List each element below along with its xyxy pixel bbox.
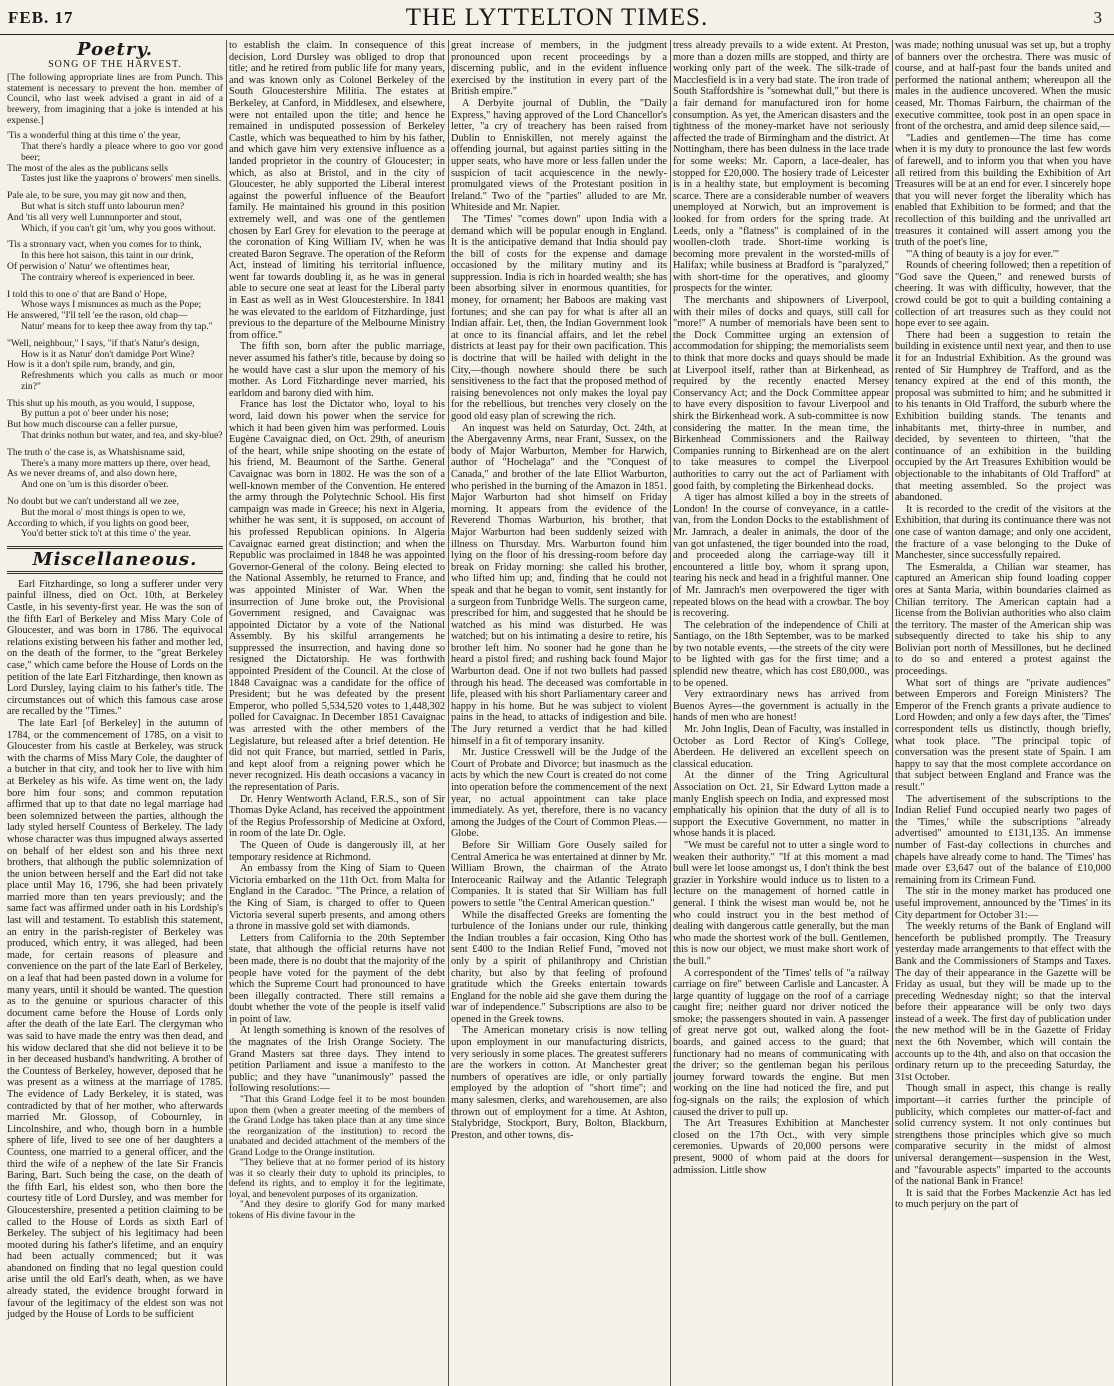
column-3 bbox=[448, 40, 670, 1386]
issue-date: FEB. 17 bbox=[8, 8, 74, 27]
poem-stanza bbox=[7, 448, 223, 491]
column-2 bbox=[226, 40, 448, 1386]
article-paragraph: While the disaffected Greeks are fomenting the turbulence of the Ionians under our rule, thinking the Indian troubles a fair occasion, King Otho has sent £400 to the Indian Relief Fund, "moved not only by a spirit of philanthropy and Christian charity, but also by that feeling of profound gratitude which the Greeks entertain towards England for the noble aid she gave them during the war of independence." Subscriptions are also to be opened in the Greek towns. bbox=[451, 909, 667, 1025]
article-paragraph: A tiger has almost killed a boy in the streets of London! In the course of conveyance, in a cattle-van, from the London Docks to the establishment of Mr. Jamrach, a dealer in animals, the door of the van got unfastened, the tiger bounded into the road, and proceeded along the carriage-way till it encountered a little boy, whom it sprang upon, tearing his neck and head in a frightful manner. One of Mr. Jamrach's men overpowered the tiger with repeated blows on the head with a crowbar. The boy is recovering. bbox=[673, 492, 889, 620]
poetry-heading: Poetry. bbox=[77, 40, 153, 60]
poem-line: 'Tis a stronnary vact, when you comes for to think, bbox=[7, 239, 202, 251]
article-paragraph: great increase of members, in the judgment pronounced upon recent proceedings by a discerning public, and in the evident influence exercised by the institution in every part of the British empire." bbox=[451, 40, 667, 98]
article-paragraph: Mr. John Inglis, Dean of Faculty, was installed in October as Lord Rector of King's College, Aberdeen. He delivered an excellent speech on classical education. bbox=[673, 724, 889, 770]
poem-line: Refreshments which you calls as much or moor zin?" bbox=[21, 370, 223, 392]
poem-intro: [The following appropriate lines are from Punch. This statement is necessary to prevent the hon. member of Council, who last week advised a grant in aid of a brewery, from imagining that a joke is intended at his expense.] bbox=[7, 72, 223, 126]
poem-stanza bbox=[7, 191, 223, 234]
article-paragraph: "They believe that at no former period of its history was it so clearly their duty to uphold its principles, to defend its rights, and to employ it for the legitimate, loyal, and benevolent purposes of its organization. bbox=[229, 1158, 445, 1200]
poem-line: I told this to one o' that are Band o' Hope, bbox=[7, 288, 167, 300]
poem-line: But what is sitch stuff unto labourun men? bbox=[21, 200, 185, 212]
article-paragraph: The merchants and shipowners of Liverpool, with their miles of docks and quays, still call for "more!" A number of memorials have been sent to the Dock Committee urging an extension of accommodation for shipping; the memorialists seem to think that more docks and quays should be made at Liverpool itself, rather than at Birkenhead, as required by the recently enacted Mersey Conservancy Act; and the Dock Committee appear to have every disposition to favour Liverpool and shirk the Birkenhead work. A sub-committee is now considering the matter. In the mean time, the Birkenhead Commissioners and the Railway Companies running to Birkenhead are on the alert to take measures to compel the Liverpool authorities to carry out the act of Parliament with good faith, by completing the Birkenhead docks. bbox=[673, 295, 889, 492]
article-columns bbox=[0, 40, 1114, 1386]
article-paragraph: Dr. Henry Wentworth Acland, F.R.S., son of Sir Thomas Dyke Acland, has received the appointment of the Regius Professorship of Medicine at Oxford, in room of the late Dr. Ogle. bbox=[229, 793, 445, 840]
article-paragraph: The stir in the money market has produced one useful improvement, announced by the 'Times' in its City department for October 31:— bbox=[895, 886, 1111, 921]
article-paragraph: The late Earl [of Berkeley] in the autumn of 1784, or the commencement of 1785, on a visit to Gloucester from his castle at Berkeley, was struck with the charms of Miss Mary Cole, the daughter of a butcher in that city, and took her to live with him at Berkeley as his wife. As time went on, the lady bore him four sons; and common reputation affirmed that up to that date no legal marriage had been solemnized between the parties, although the lady styled herself Countess of Berkeley. The lady whose character was thus impugned always asserted on behalf of her eldest son and his three next brothers, that although the public solemnization of the union between herself and the Earl did not take place until May 16, 1796, she had been privately married more than ten years previously; and the same fact was affirmed under oath in his Lordship's last will and testament. To establish this statement, an entry in the parish-register of Berkeley was produced, which entry, it was alleged, had been made, for certain reasons of pleasure and convenience on the part of the late Earl of Berkeley, on a leaf that had been pasted down in a volume for many years, until it should be wanted. The question as to the genuine or spurious character of this document came before the House of Lords only after the death of the late Earl. The clergyman who was said to have made the entry was then dead, and his widow declared that she did not believe it to be in her deceased husband's handwriting. A brother of the Countess of Berkeley, however, deposed that he was present as a witness at the marriage of 1785. The evidence of Lady Berkeley, it is stated, was contradicted by that of her mother, who afterwards married Mr. Glossop, of Cobournley, in Lincolnshire, and who, though born in a humble sphere of life, lived to see one of her daughters a Countess, one married to a general officer, and the third the wife of a nephew of the late Sir Francis Baring, Bart. Such being the case, on the death of the fifth Earl, his eldest son, who then bore the courtesy title of Lord Dursley, and was member for Gloucestershire, presented a petition claiming to be called to the House of Lords as sixth Earl of Berkeley. The subject of his legitimacy had been mooted during his father's lifetime, and an enquiry had been actually commenced; but it was abandoned on finding that no legal question could arise until the old Earl's death, when, as we have already stated, the evidence brought forward in favour of the legitimacy of the eldest son was not judged by the House of Lords to be sufficient bbox=[7, 717, 223, 1321]
poem-line: Of perwision o' Natur' we oftentimes hear, bbox=[7, 260, 170, 272]
poem-title: SONG OF THE HARVEST. bbox=[48, 58, 182, 70]
poem-line: "Well, neighbour," I says, "if that's Natur's design, bbox=[7, 337, 200, 349]
article-paragraph: The fifth son, born after the public marriage, never assumed his father's title, because by doing so he would have cast a slur upon the memory of his mother. As Lord Fitzhardinge never married, his earldom and barony died with him. bbox=[229, 341, 445, 399]
newspaper-title: THE LYTTELTON TIMES. bbox=[405, 4, 709, 31]
article-paragraph: The Art Treasures Exhibition at Manchester closed on the 17th Oct., with very simple ceremonies. Upwards of 20,000 persons were present, 9000 of whom paid at the doors for admission. Little show bbox=[673, 1118, 889, 1176]
poem-line: Natur' means for to keep thee away from thy tap." bbox=[21, 320, 213, 332]
page-number: 3 bbox=[1093, 8, 1102, 27]
poem-stanza bbox=[7, 497, 223, 540]
article-paragraph: was made; nothing unusual was set up, but a trophy of banners over the orchestra. There was music of course, and at half-past four the bands united and performed the national anthem; whereupon all the males in the audience uncovered. When the music ceased, Mr. Thomas Fairburn, the chairman of the executive committee, took post in an open space in front of the orchestra, and amid deep silence said,— bbox=[895, 40, 1111, 133]
poem-line: And one on 'um is this disorder o'beer. bbox=[21, 479, 169, 491]
article-paragraph: "Ladies and gentlemen—The time has come when it is my duty to pronounce the last few words of farewell, and to inform you that when you have all retired from this building the Exhibition of Art Treasures will be at an end for ever. I sincerely hope that you will never forget the liberality which has enabled that Exhibition to be formed; and that the recollection of this building and the unrivalled art treasures it contained will assert among you the truth of the poet's line, bbox=[895, 132, 1111, 249]
article-paragraph: The Queen of Oude is dangerously ill, at her temporary residence at Richmond. bbox=[229, 839, 445, 863]
poem-line: No doubt but we can't understand all we zee, bbox=[7, 496, 179, 508]
poem-stanza bbox=[7, 131, 223, 185]
article-paragraph: It is recorded to the credit of the visitors at the Exhibition, that during its continuance there was not one case of wanton damage; and only one accident, the fracture of a vase belonging to the Duke of Manchester, since successfully repaired. bbox=[895, 503, 1111, 562]
poem-line: According to which, if you lights on good beer, bbox=[7, 517, 189, 529]
article-paragraph: Mr. Justice Cresswell will be the Judge of the Court of Probate and Divorce; but inasmuch as the acts by which the new Court is created do not come into operation before the commencement of the next year, no actual appointment can take place immediately. As yet, therefore, there is no vacancy among the Judges of the Court of Common Pleas.—Globe. bbox=[451, 747, 667, 840]
poem-stanza bbox=[7, 399, 223, 442]
article-paragraph: tress already prevails to a wide extent. At Preston, more than a dozen mills are stopped, and thirty are working only part of the week. The silk-trade of Macclesfield is in a very bad state. The iron trade of South Staffordshire is "somewhat dull," but there is a fair demand for manufactured iron for home consumption. As yet, the American disasters and the tightness of the money-market have not seriously affected the trade of Birmingham and the district. At Nottingham, there has been dulness in the lace trade for some weeks: Mr. Caporn, a lace-dealer, has stopped for £20,000. The hosiery trade of Leicester is in a healthy state, but employment is becoming scarce. There are a considerable number of weavers unemployed at Norwich, but an improvement is looked for from orders for the spring trade. At Leeds, only a "flatness" is complained of in the woollen-cloth trade. Short-time working is becoming more prevalent in the worsted-mills of Halifax; while business at Bradford is "paralyzed," with short-time for the operatives, and gloomy prospects for the winter. bbox=[673, 40, 889, 295]
article-paragraph: The advertisement of the subscriptions to the Indian Relief Fund occupied nearly two pages of the 'Times,' while the subscriptions "already advertised" amounted to £131,135. An immense number of Fast-day collections in churches and chapels have already come to hand. The 'Times' has made over £3,647 out of the balance of £10,000 remaining from its Crimean Fund. bbox=[895, 793, 1111, 886]
poem-line: Tastes just like the yaaprons o' browers' men sinells. bbox=[21, 173, 222, 185]
article-paragraph: The 'Times' "comes down" upon India with a demand which will be popular enough in England. It is the anticipative demand that India should pay the bill of costs for the expense and damage occasioned by the military mutiny and its suppression. India is rich in hoarded wealth; she has been absorbing silver in enormous quantities, for money, for ornament; her Baboos are making vast fortunes; and she can pay for what is after all an Indian affair. Let, then, the Indian Government look at once to its financial affairs, and let the rebel districts at least pay for their own pacification. This is doctrine that will be hailed with delight in the City,—though nowhere should there be such sensitiveness to the fact that the proposed method of raising benevolences not only makes the loyal pay for the rebellious, but trenches very closely on the good old easy plan of screwing the rich. bbox=[451, 213, 667, 422]
article-paragraph: Though small in aspect, this change is really important—it carries further the principle of publicity, which completes our matter-of-fact and solid currency system. It not only continues but strengthens those principles which give so much comparative security in the midst of almost universal derangement—suspension in the West, and "favourable aspects" imparted to the accounts of the national Bank in France! bbox=[895, 1083, 1111, 1188]
poem-line: How is it a don't spile rum, brandy, and gin, bbox=[7, 359, 175, 371]
masthead bbox=[0, 0, 1114, 35]
poem-line: In this here hot saison, this taint in our drink, bbox=[21, 250, 194, 262]
poem-line: He answered, "I'll tell 'ee the rason, old chap— bbox=[7, 310, 188, 322]
column-2-articles bbox=[229, 40, 445, 1221]
article-paragraph: What sort of things are "private audiences" between Emperors and Foreign Ministers? The Emperor of the French grants a private audience to Lord Howden; and only a few days after, the 'Times' correspondent tells us distinctly, though briefly, what took place. "The principal topic of conversation was the present state of Spain. I am happy to say that the most complete accordance on that subject between England and France was the result." bbox=[895, 677, 1111, 793]
poem-line: The truth o' the case is, as Whatshisname said, bbox=[7, 446, 185, 458]
poem-line: 'Tis a wonderful thing at this time o' the year, bbox=[7, 130, 181, 142]
poem-body bbox=[7, 131, 223, 540]
article-paragraph: Before Sir William Gore Ousely sailed for Central America he was entertained at dinner by Mr. William Brown, the chairman of the Atrato Interoceanic Railway and the Atlantic Telegraph Companies. It is stated that Sir William has full powers to settle "the Central American question." bbox=[451, 839, 667, 909]
article-paragraph: Very extraordinary news has arrived from Buenos Ayres—the government is actually in the hands of men who are honest! bbox=[673, 689, 889, 724]
article-paragraph: It is said that the Forbes Mackenzie Act has led to much perjury on the part of bbox=[895, 1187, 1111, 1211]
article-paragraph: A correspondent of the 'Times' tells of "a railway carriage on fire" between Carlisle and Lancaster. A large quantity of luggage on the roof of a carriage caught fire; neither guard nor driver noticed the smoke; the passengers shouted in vain. A passenger of great nerve got out, walked along the foot-boards, and gained access to the guard; that functionary had no means of communicating with the driver; so the gentleman began his perilous journey forward towards the engine. But men working on the line had noticed the fire, and put fog-signals on the rails; the explosion of which caused the driver to pull up. bbox=[673, 967, 889, 1118]
article-paragraph: Rounds of cheering followed; then a repetition of "God save the Queen," and renewed bursts of cheering. It was with difficulty, however, that the crowd could be got to quit a building containing a collection of art treasures such as they could not hope ever to see again. bbox=[895, 260, 1111, 330]
article-paragraph: Letters from California to the 20th September state, that although the official returns have not been made, there is no doubt that the majority of the people have voted for the payment of the debt which the Supreme Court had pronounced to have been illegally contracted. There still remains a doubt whether the vote of the people is itself valid in point of law. bbox=[229, 932, 445, 1025]
poem-stanza bbox=[7, 240, 223, 283]
poem-line: The most of the ales as the publicans sells bbox=[7, 162, 168, 174]
article-paragraph: There had been a suggestion to retain the building in existence until next year, and then to use it for an Industrial Exhibition. As the ground was rented of Sir Humphrey de Trafford, and as the tenancy expired at the end of this month, the proposal was submitted to him; and he submitted it to his tenants in Old Trafford, the suburb where the Exhibition building stands. The tenants and inhabitants met, thirty-three in number, and decided, by seventeen to thirteen, "that the continuance of an exhibition in the building occupied by the Art Treasures Exhibition would be objectionable to the inhabitants of Old Trafford" at that meeting assembled. So the project was abandoned. bbox=[895, 329, 1111, 504]
poem-line: But the moral o' most things is open to we, bbox=[21, 506, 186, 518]
article-paragraph: The Esmeralda, a Chilian war steamer, has captured an American ship found loading copper ores at Santa Maria, within boundaries claimed as Chilian territory. The American captain had a license from the Bolivian authorities who also claim the territory. The master of the American ship was subsequently directed to take his ship to any Bolivian port north of Messillones, but he declined to do so and entered a protest against the proceedings. bbox=[895, 561, 1111, 678]
column-5-articles bbox=[895, 40, 1111, 1211]
poem-stanza bbox=[7, 290, 223, 333]
poem-stanza bbox=[7, 339, 223, 393]
poem-line: And 'tis all very well Lunnunporter and stout, bbox=[7, 211, 182, 223]
poem-line: How is it as Natur' don't damidge Port Wine? bbox=[21, 348, 195, 360]
poem-line: That drinks nothun but water, and tea, and sky-blue? bbox=[21, 430, 223, 442]
article-paragraph: An embassy from the King of Siam to Queen Victoria embarked on the 11th Oct. from Malta for England in the Caradoc. "The Prince, a relation of the King of Siam, is charged to offer to Queen Victoria several superb presents, and among others a throne in massive gold set with diamonds. bbox=[229, 863, 445, 933]
section-divider bbox=[7, 571, 223, 574]
article-paragraph: "'A thing of beauty is a joy for ever.'" bbox=[906, 248, 1060, 260]
article-paragraph: France has lost the Dictator who, loyal to his word, laid down his power when the service for which it had been given him was performed. Louis Eugène Cavaignac died, on Oct. 29th, of aneurism of the heart, while snipe shooting on the estate of his friend, M. Beaumont of the Sarthe. General Cavaignac was born in 1802. He was the son of a well-known member of the Convention. He entered the army through the Polytechnic School. His first campaign was made in Greece; his next in Algeria, whither he was sent, it is supposed, on account of his professed Republican opinions. In Algeria Cavaignac earned great distinction; and when the Republic was proclaimed in 1848 he was appointed Governor-General of the colony. Being elected to the National Assembly, he returned to France, and was appointed Minister of War. When the insurrection of June broke out, the Provisional Government resigned, and Cavaignac was appointed Dictator by a vote of the National Assembly. By his skilful arrangements he suppressed the insurrection, and having done so resigned the Dictatorship. He was forthwith appointed President of the Council. At the close of 1848 Cavaignac was a candidate for the office of President; but he was defeated by the present Emperor, who polled 5,534,520 votes to 1,448,302 polled for Cavaignac. In December 1851 Cavaignac was arrested with the other members of the Legislature, but released after a brief detention. He did not quit France, but married, settled in Paris, and kept aloof from a reigning power which he never recognized. His death occasions a vacancy in the representation of Paris. bbox=[229, 399, 445, 793]
article-paragraph: The weekly returns of the Bank of England will henceforth be published promptly. The Treasury yesterday made arrangements to that effect with the Bank and the Commissioners of Stamps and Taxes. The day of their appearance in the Gazette will be Friday as usual, but they will be made up to the preceding Wednesday night; so that the interval before their appearance will be only two days instead of a week. The first day of publication under the new method will be in the Gazette of Friday next the 6th November, which will contain the accounts up to the 4th, and also on that occasion the ordinary return up to the preceeding Saturday, the 31st October. bbox=[895, 921, 1111, 1083]
poem-line: There's a many more matters up there, over head, bbox=[21, 457, 211, 469]
article-paragraph: At the dinner of the Tring Agricultural Association on Oct. 21, Sir Edward Lytton made a manly English speech on India, and expressed most emphatically his opinion that the duty of all is to support the Executive Government, no matter in whose hands it is placed. bbox=[673, 770, 889, 840]
article-paragraph: Earl Fitzhardinge, so long a sufferer under very painful illness, died on Oct. 10th, at Berkeley Castle, in his seventy-first year. He was the son of the fifth Earl of Berkeley and Miss Mary Cole of Gloucester, and was born in 1786. The equivocal relations existing between his father and mother led, on the death of the former, to the "great Berkeley case," which came before the House of Lords on the petition of the late Earl Fitzhardinge, then known as Lord Dursley, laying claim to his father's title. The circumstances out of which this famous case arose are recalled by the "Times." bbox=[7, 578, 223, 718]
article-paragraph: "We must be careful not to utter a single word to weaken their authority." "If at this moment a mad bull were let loose amongst us, I don't think the best grazier in Yorkshire would induce us to listen to a lecture on the management of horned cattle in general. I think the wisest man would be, not he who could instruct you in the best method of dealing with dangerous cattle generally, but the man who made the shortest work of the bull. Gentlemen, this is now our object, we must make short work of the bull." bbox=[673, 839, 889, 967]
column-5 bbox=[892, 40, 1114, 1386]
poem-line: But how much discourse can a feller pursue, bbox=[7, 419, 178, 431]
column-4-articles bbox=[673, 40, 889, 1176]
poem-line: That there's hardly a pleace where to goo vor good beer; bbox=[21, 140, 223, 163]
article-paragraph: "And they desire to glorify God for many marked tokens of His divine favour in the bbox=[229, 1200, 445, 1221]
miscellaneous-heading: Miscellaneous. bbox=[32, 549, 198, 571]
article-paragraph: The celebration of the independence of Chili at Santiago, on the 18th September, was to be marked by two notable events, —the streets of the city were to be lighted with gas for the first time; and a splendid new theatre, which has cost £80,000., was to be opened. bbox=[673, 619, 889, 689]
poem-line: By puttun a pot o' beer under his nose; bbox=[21, 408, 169, 420]
article-paragraph: At length something is known of the resolves of the magnates of the Irish Orange Society. The Grand Masters sat three days. They intend to petition Parliament and issue a manifesto to the public; and they have "unanimously" passed the following resolutions:— bbox=[229, 1025, 445, 1095]
article-paragraph: "That this Grand Lodge feel it to be most bounden upon them (when a greater meeting of the members of the Grand Lodge has taken place than at any time since the reorganization of the institution) to record the unabated and decided attachment of the members of the Grand Lodge to the Orange institution. bbox=[229, 1095, 445, 1158]
article-paragraph: to establish the claim. In consequence of this decision, Lord Dursley was obliged to drop that title; and he retired from public life for many years, and was known only as Colonel Berkeley of the South Gloucestershire Militia. The estates at Berkeley, at Canford, in Middlesex, and elsewhere, were not entailed upon the title; and hence he remained in undisputed possession of Berkeley Castle, which was bequeathed to him by his father, and which gave him very extensive influence as a landed proprietor in the country of Gloucester; in which, as also at Bristol, and in the city of Gloucester, he ably supported the Liberal interest against the powerful influence of the Beaufort family. He maintained his ground in this position extremely well, and was one of the gentlemen chosen by Earl Grey for elevation to the peerage at the coronation of King William IV, when he was created Baron Segrave. The operation of the Reform Act, instead of limiting his territorial influence, went far towards doubling it, as he was in general able to secure one seat at least for the Liberal party in East as well as in West Gloucestershire. In 1841 he was elevated to the earldom of Fitzhardinge, just previous to the departure of the Melbourne Ministry from office." bbox=[229, 40, 445, 341]
column-3-articles bbox=[451, 40, 667, 1141]
poem-line: Pale ale, to be sure, you may git now and then, bbox=[7, 190, 187, 202]
column-1-articles bbox=[7, 579, 223, 1321]
column-4 bbox=[670, 40, 892, 1386]
poem-line: As we never dreams of, and also down here, bbox=[7, 468, 177, 480]
article-paragraph: A Derbyite journal of Dublin, the "Daily Express," having approved of the Lord Chancellor's letter, "a cry of treachery has been raised from Dublin to Enniskillen, not merely against the offending journal, but against parties sitting in the upper seats, who have more or less fallen under the suspicion of tacit acquiescence in the newly-promulgated views of the Protestant position in Ireland." Two of the "parties" alluded to are Mr. Whiteside and Mr. Napier. bbox=[451, 97, 667, 214]
poem-line: You'd better stick to't at this time o' the year. bbox=[21, 528, 191, 540]
poem-line: Which, if you can't git 'um, why you goos without. bbox=[21, 222, 216, 234]
poem-line: This shut up his mouth, as you would, I suppose, bbox=[7, 397, 195, 409]
article-paragraph: The American monetary crisis is now telling upon employment in our manufacturing districts, very seriously in some places. The greatest sufferers are the workers in cotton. At Manchester great numbers of operatives are idle, or only partially employed by the adoption of "short time"; and many salesmen, clerks, and warehousemen, are also thrown out of employment for a time. At Ashton, Stalybridge, Stockport, Bury, Bolton, Blackburn, Preston, and other towns, dis- bbox=[451, 1025, 667, 1141]
poem-line: Whose ways I misnunces as much as the Pope; bbox=[21, 299, 202, 311]
column-1 bbox=[4, 40, 226, 1386]
article-paragraph: An inquest was held on Saturday, Oct. 24th, at the Abergavenny Arms, near Frant, Sussex, on the body of Major Warburton, Member for Harwich, author of "Hochelaga" and the "Conquest of Canada," and brother of the late Elliot Warburton, who perished in the burning of the Amazon in 1851. Major Warburton had shot himself on Friday morning. It appears from the evidence of the Reverend Thomas Warburton, his brother, that Major Warburton had been suddenly seized with illness on Thursday. Mrs. Warburton found him lying on the floor of his dressing-room before day break on Friday morning: she called his brother, who lifted him up; and, finding that he could not speak and that he began to vomit, sent instantly for a surgeon from Tunbridge Wells. The surgeon came, prescribed for him, and suggested that he should be watched as his mind was disturbed. He was watched; but on his intimating a desire to retire, his brother left him. No sooner had he gone than he heard a pistol fired; and rushing back found Major Warburton dead. One if not two bullets had passed through his head. The deceased was comfortable in life, pleased with his short Parliamentary career and happy in his home. But he was subject to violent pains in the head, to attacks of indigestion and bile. The Jury returned a verdict that he had killed himself in a fit of temporary insanity. bbox=[451, 422, 667, 747]
poem-line: The contrairy whereof is experienced in beer. bbox=[21, 271, 195, 283]
